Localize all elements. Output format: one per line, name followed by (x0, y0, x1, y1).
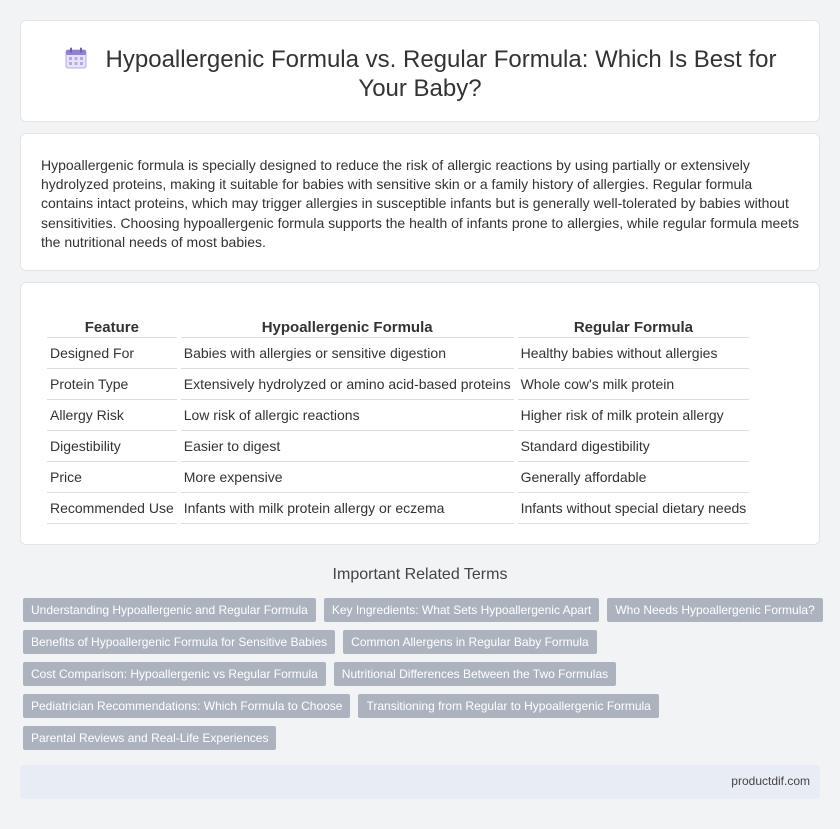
related-term-link[interactable]: Cost Comparison: Hypoallergenic vs Regular Formula (23, 662, 326, 686)
table-cell: Healthy babies without allergies (518, 338, 750, 369)
table-row (47, 369, 749, 400)
table-row (47, 400, 749, 431)
calendar-icon (64, 46, 88, 70)
footer (20, 765, 820, 799)
header-card (20, 20, 820, 122)
related-term-link[interactable]: Parental Reviews and Real-Life Experiences (23, 726, 276, 750)
table-cell: Babies with allergies or sensitive digestion (181, 338, 514, 369)
table-cell: Protein Type (47, 369, 177, 400)
table-row (47, 493, 749, 524)
table-cell: Allergy Risk (47, 400, 177, 431)
title-wrap (61, 45, 779, 103)
table-header-row (47, 317, 749, 338)
related-term-link[interactable]: Pediatrician Recommendations: Which Formula to Choose (23, 694, 350, 718)
table-cell: Recommended Use (47, 493, 177, 524)
intro-card (20, 133, 820, 271)
table-cell: Digestibility (47, 431, 177, 462)
comparison-table (43, 317, 753, 524)
page-title: Hypoallergenic Formula vs. Regular Formula: Which Is Best for Your Baby? (105, 46, 777, 102)
table-cell: Designed For (47, 338, 177, 369)
table-cell: Generally affordable (518, 462, 750, 493)
table-cell: Higher risk of milk protein allergy (518, 400, 750, 431)
table-cell: Infants with milk protein allergy or eczema (181, 493, 514, 524)
table-cell: Whole cow's milk protein (518, 369, 750, 400)
related-term-link[interactable]: Benefits of Hypoallergenic Formula for Sensitive Babies (23, 630, 335, 654)
table-cell: More expensive (181, 462, 514, 493)
table-cell: Infants without special dietary needs (518, 493, 750, 524)
table-row (47, 338, 749, 369)
column-header-hypoallergenic: Hypoallergenic Formula (181, 317, 514, 338)
related-term-link[interactable]: Transitioning from Regular to Hypoallergenic Formula (358, 694, 658, 718)
table-cell: Low risk of allergic reactions (181, 400, 514, 431)
related-term-link[interactable]: Common Allergens in Regular Baby Formula (343, 630, 596, 654)
footer-site-name: productdif.com (731, 774, 810, 788)
intro-paragraph: Hypoallergenic formula is specially designed to reduce the risk of allergic reactions by using partially or extensively hydrolyzed proteins, making it suitable for babies with sensitive skin or a family history of allergies. Regular formula contains intact proteins, which may trigger allergies in susceptible infants but is generally well-tolerated by babies without sensitivities. Choosing hypoallergenic formula supports the health of infants prone to allergies, while regular formula meets the nutritional needs of most babies. (41, 157, 799, 250)
table-cell: Easier to digest (181, 431, 514, 462)
column-header-regular: Regular Formula (518, 317, 750, 338)
related-term-link[interactable]: Who Needs Hypoallergenic Formula? (607, 598, 822, 622)
column-header-feature: Feature (47, 317, 177, 338)
related-terms-list (23, 598, 823, 750)
table-cell: Extensively hydrolyzed or amino acid-based proteins (181, 369, 514, 400)
table-cell: Standard digestibility (518, 431, 750, 462)
comparison-card (20, 282, 820, 545)
related-term-link[interactable]: Understanding Hypoallergenic and Regular Formula (23, 598, 316, 622)
related-terms-heading: Important Related Terms (332, 566, 508, 583)
related-term-link[interactable]: Nutritional Differences Between the Two Formulas (334, 662, 616, 686)
table-row (47, 431, 749, 462)
related-term-link[interactable]: Key Ingredients: What Sets Hypoallergenic Apart (324, 598, 599, 622)
table-row (47, 462, 749, 493)
table-cell: Price (47, 462, 177, 493)
